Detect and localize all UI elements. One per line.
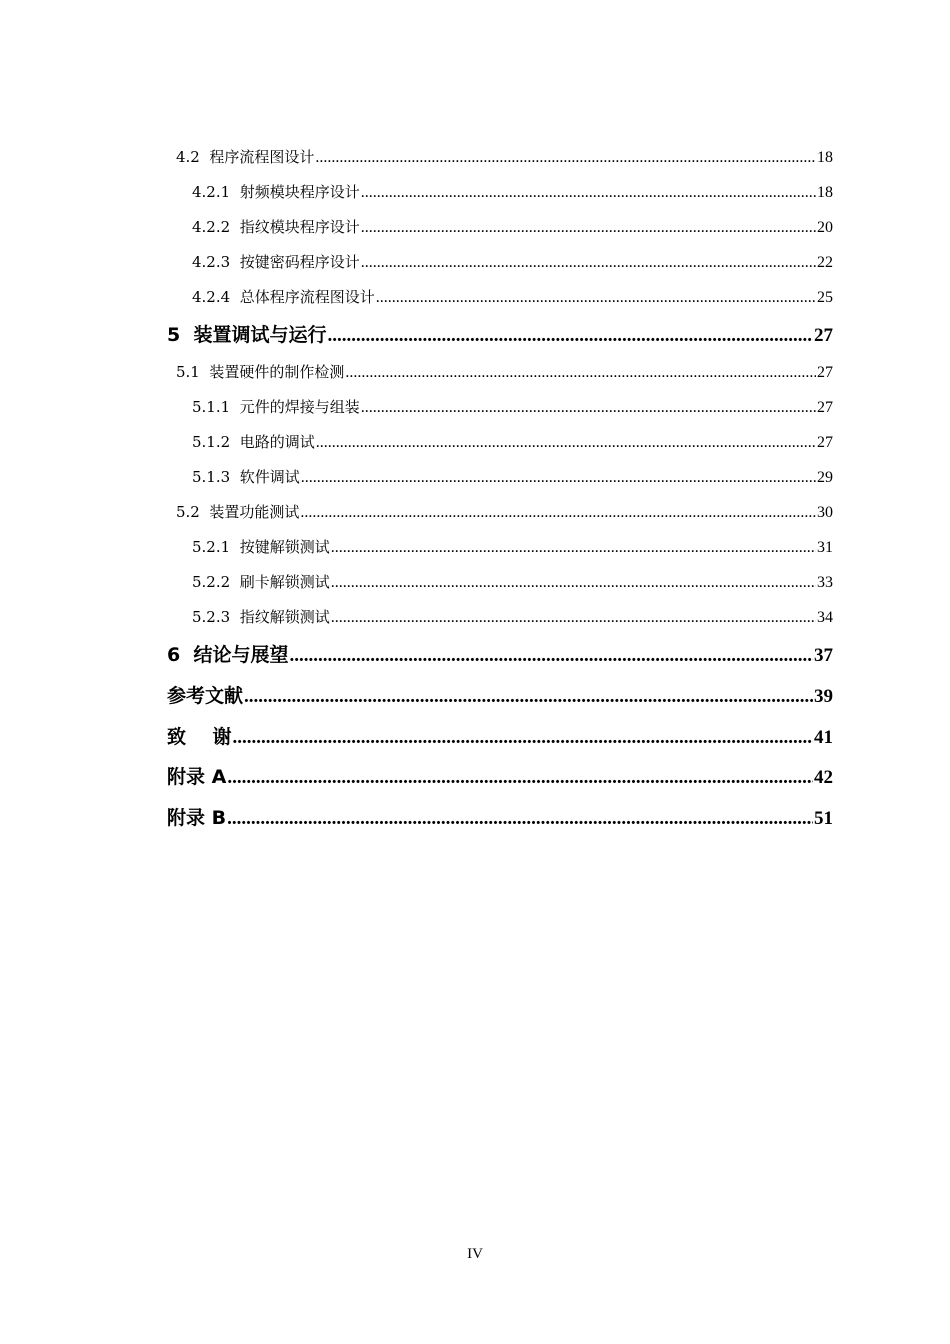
toc-entry-page: 34: [817, 609, 833, 626]
toc-entry-page: 27: [817, 399, 833, 416]
toc-leader-dots: [316, 434, 816, 452]
toc-entry[interactable]: [192, 251, 833, 272]
toc-entry[interactable]: [167, 722, 833, 749]
toc-entry-page: 39: [814, 686, 833, 707]
toc-entry[interactable]: [176, 361, 833, 382]
toc-entry-page: 29: [817, 469, 833, 486]
toc-leader-dots: [361, 399, 816, 417]
toc-entry-title: 5.1.3 软件调试: [192, 468, 300, 486]
toc-leader-dots: [361, 254, 816, 272]
toc-entry-title: 6 结论与展望: [167, 644, 289, 666]
page-number-footer: IV: [467, 1246, 483, 1262]
toc-entry-page: 30: [817, 504, 833, 521]
toc-leader-dots: [331, 539, 816, 557]
toc-entry-page: 18: [817, 184, 833, 201]
toc-leader-dots: [244, 686, 813, 708]
toc-entry-page: 27: [817, 434, 833, 451]
toc-entry-title: 5.2 装置功能测试: [176, 503, 300, 521]
toc-entry-title: 5.2.1 按键解锁测试: [192, 538, 330, 556]
toc-entry-page: 42: [814, 767, 833, 788]
toc-leader-dots: [361, 184, 816, 202]
toc-leader-dots: [300, 504, 816, 522]
toc-entry[interactable]: [167, 803, 833, 830]
toc-leader-dots: [361, 219, 816, 237]
toc-entry[interactable]: [167, 320, 833, 347]
toc-entry[interactable]: [192, 466, 833, 487]
toc-entry-page: 37: [814, 645, 833, 666]
toc-leader-dots: [345, 364, 816, 382]
toc-leader-dots: [227, 808, 813, 830]
toc-leader-dots: [301, 469, 816, 487]
toc-entry-title: 5.2.3 指纹解锁测试: [192, 608, 330, 626]
toc-leader-dots: [376, 289, 816, 307]
toc-entry-page: 25: [817, 289, 833, 306]
toc-entry[interactable]: [192, 571, 833, 592]
toc-entry-page: 22: [817, 254, 833, 271]
toc-leader-dots: [232, 727, 813, 749]
toc-entry-title: 5 装置调试与运行: [167, 324, 327, 346]
toc-entry[interactable]: [192, 536, 833, 557]
toc-leader-dots: [315, 149, 816, 167]
toc-entry-title: 4.2.4 总体程序流程图设计: [192, 288, 375, 306]
toc-entry[interactable]: [167, 762, 833, 789]
toc-leader-dots: [331, 609, 816, 627]
toc-entry-page: 31: [817, 539, 833, 556]
toc-entry[interactable]: [176, 146, 833, 167]
toc-entry[interactable]: [176, 501, 833, 522]
toc-entry[interactable]: [192, 606, 833, 627]
toc-entry[interactable]: [192, 181, 833, 202]
toc-entry-title: 5.1.1 元件的焊接与组装: [192, 398, 360, 416]
toc-entry-title: 附录 A: [167, 766, 227, 788]
toc-leader-dots: [289, 645, 813, 667]
toc-entry[interactable]: [167, 640, 833, 667]
toc-entry[interactable]: [192, 286, 833, 307]
toc-entry-page: 20: [817, 219, 833, 236]
toc-entry-title: 5.1 装置硬件的制作检测: [176, 363, 345, 381]
toc-entry-title: 参考文献: [167, 685, 244, 707]
toc-entry-page: 51: [814, 808, 833, 829]
toc-entry-title: 附录 B: [167, 807, 227, 829]
toc-leader-dots: [227, 767, 813, 789]
toc-entry-page: 27: [817, 364, 833, 381]
toc-entry-title: 4.2.1 射频模块程序设计: [192, 183, 360, 201]
toc-entry[interactable]: [192, 216, 833, 237]
toc-entry-page: 27: [814, 325, 833, 346]
toc-leader-dots: [331, 574, 816, 592]
toc-entry[interactable]: [192, 396, 833, 417]
toc-entry-title: 5.2.2 刷卡解锁测试: [192, 573, 330, 591]
toc-entry[interactable]: [167, 681, 833, 708]
toc-leader-dots: [327, 325, 813, 347]
toc-entry[interactable]: [192, 431, 833, 452]
toc-entry-title: 4.2 程序流程图设计: [176, 148, 315, 166]
toc-entry-title: 4.2.3 按键密码程序设计: [192, 253, 360, 271]
toc-entry-title: 致 谢: [167, 726, 232, 748]
toc-entry-page: 18: [817, 149, 833, 166]
toc-entry-page: 33: [817, 574, 833, 591]
toc-entry-page: 41: [814, 727, 833, 748]
toc-entry-title: 4.2.2 指纹模块程序设计: [192, 218, 360, 236]
toc-entry-title: 5.1.2 电路的调试: [192, 433, 315, 451]
